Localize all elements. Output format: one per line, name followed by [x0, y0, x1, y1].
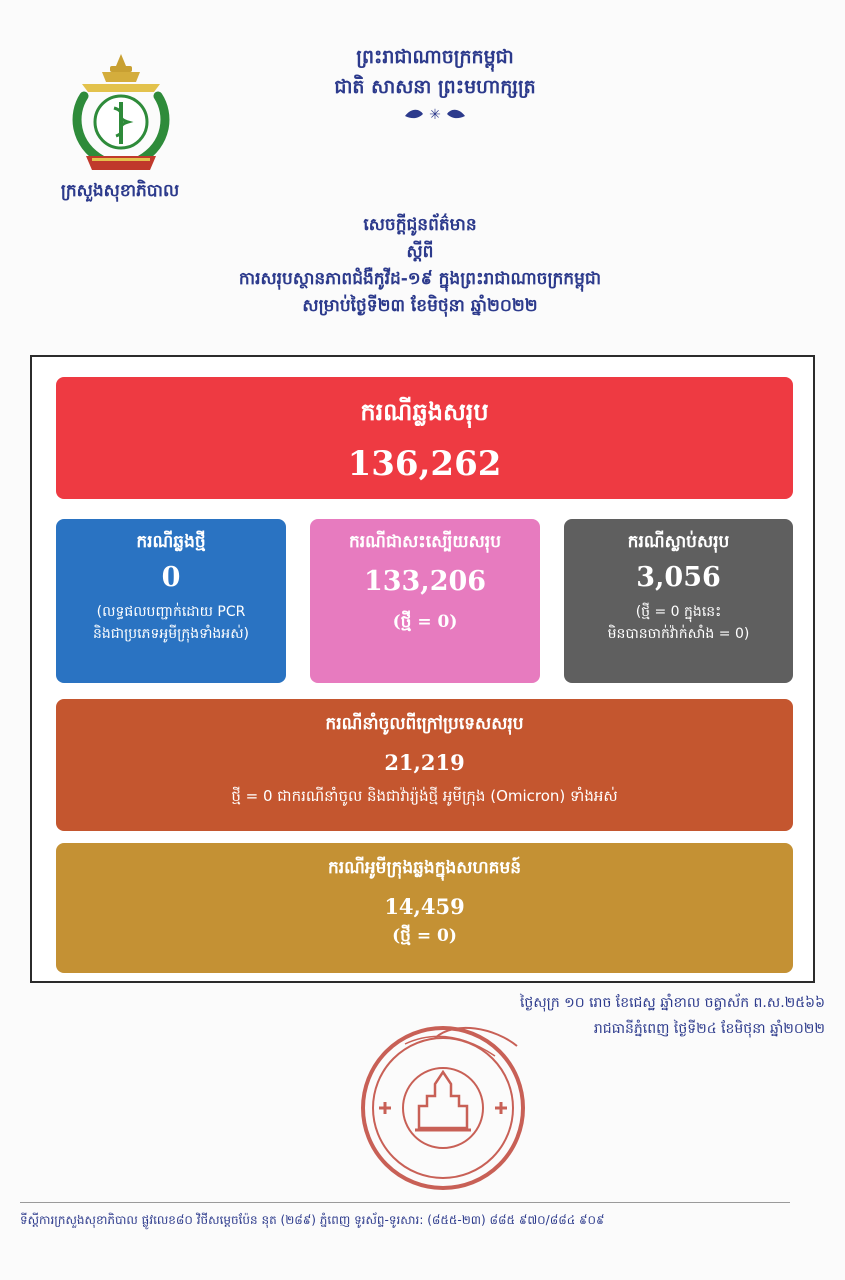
total-cases-value: 136,262	[347, 444, 502, 484]
omicron-community-note: (ថ្មី = 0)	[392, 926, 457, 946]
place-date: រាជធានីភ្នំពេញ ថ្ងៃទី២៤ ខែមិថុនា ឆ្នាំ២០២២	[593, 1021, 825, 1037]
new-cases-value: 0	[161, 562, 181, 593]
total-cases-label: ករណីឆ្លងសរុប	[360, 398, 489, 426]
deaths-note-1: (ថ្មី = 0 ក្នុងនេះ	[635, 604, 722, 620]
deaths-label: ករណីស្លាប់សរុប	[627, 532, 730, 552]
imported-cases-note: ថ្មី = 0 ជាករណីនាំចូល និងជាវ៉ារ្យ៉ង់ថ្មី អូមីក្រុង (Omicron) ទាំងអស់	[231, 787, 618, 805]
recovered-panel	[310, 519, 540, 683]
ministry-name: ក្រសួងសុខាភិបាល	[60, 181, 180, 201]
footer-divider	[20, 1202, 790, 1203]
national-motto: ជាតិ សាសនា ព្រះមហាក្សត្រ	[334, 76, 536, 98]
total-cases-panel	[56, 377, 793, 499]
new-cases-note-1: (លទ្ធផលបញ្ជាក់ដោយ PCR	[96, 604, 246, 620]
omicron-community-value: 14,459	[384, 894, 465, 919]
new-cases-note-2: និងជាប្រភេទអូមីក្រុងទាំងអស់)	[93, 626, 249, 642]
ministry-address: ទីស្តីការក្រសួងសុខាភិបាល ផ្លូវលេខ៨០ វិថីសម្តេចប៉ែន នុត (២៨៩) ភ្នំពេញ ទូរស័ព្ទ-ទូរសារ: (៨៥៥-២៣) ៨៨៥ ៩៧០/៨៨៤ ៩០៩	[20, 1213, 605, 1227]
svg-text:✳: ✳	[429, 107, 441, 123]
ministry-seal-stamp	[345, 1010, 545, 1200]
ministry-of-health-logo	[62, 52, 180, 182]
omicron-community-label: ករណីអូមីក្រុងឆ្លងក្នុងសហគមន៍	[327, 858, 522, 878]
deaths-panel	[564, 519, 793, 683]
lunar-date: ថ្ងៃសុក្រ ១០ រោច ខែជេស្ឋ ឆ្នាំខាល ចត្វាស័ក ព.ស.២៥៦៦	[519, 995, 825, 1011]
recovered-note: (ថ្មី = 0)	[392, 612, 458, 632]
title-about: ស្តីពី	[406, 242, 434, 262]
kingdom-name: ព្រះរាជាណាចក្រកម្ពុជា	[356, 46, 514, 68]
deaths-value: 3,056	[636, 562, 721, 593]
omicron-community-panel	[56, 843, 793, 973]
title-covid-summary: ការសរុបស្ថានភាពជំងឺកូវីដ-១៩ ក្នុងព្រះរាជាណាចក្រកម្ពុជា	[238, 269, 602, 289]
ornament-divider-icon	[395, 100, 475, 128]
deaths-note-2: មិនបានចាក់វ៉ាក់សាំង = 0)	[607, 626, 750, 642]
imported-cases-label: ករណីនាំចូលពីក្រៅប្រទេសសរុប	[325, 714, 524, 734]
new-cases-label: ករណីឆ្លងថ្មី	[136, 532, 206, 552]
announcement-titles	[120, 212, 720, 320]
statistics-frame	[30, 355, 815, 983]
title-press-release: សេចក្តីជូនព័ត៌មាន	[363, 215, 477, 235]
imported-cases-value: 21,219	[384, 750, 465, 775]
title-report-date: សម្រាប់ថ្ងៃទី២៣ ខែមិថុនា ឆ្នាំ២០២២	[302, 296, 538, 316]
kingdom-header	[215, 42, 655, 102]
imported-cases-panel	[56, 699, 793, 831]
new-cases-panel	[56, 519, 286, 683]
recovered-label: ករណីជាសះស្បើយសរុប	[349, 532, 501, 552]
recovered-value: 133,206	[363, 566, 487, 597]
